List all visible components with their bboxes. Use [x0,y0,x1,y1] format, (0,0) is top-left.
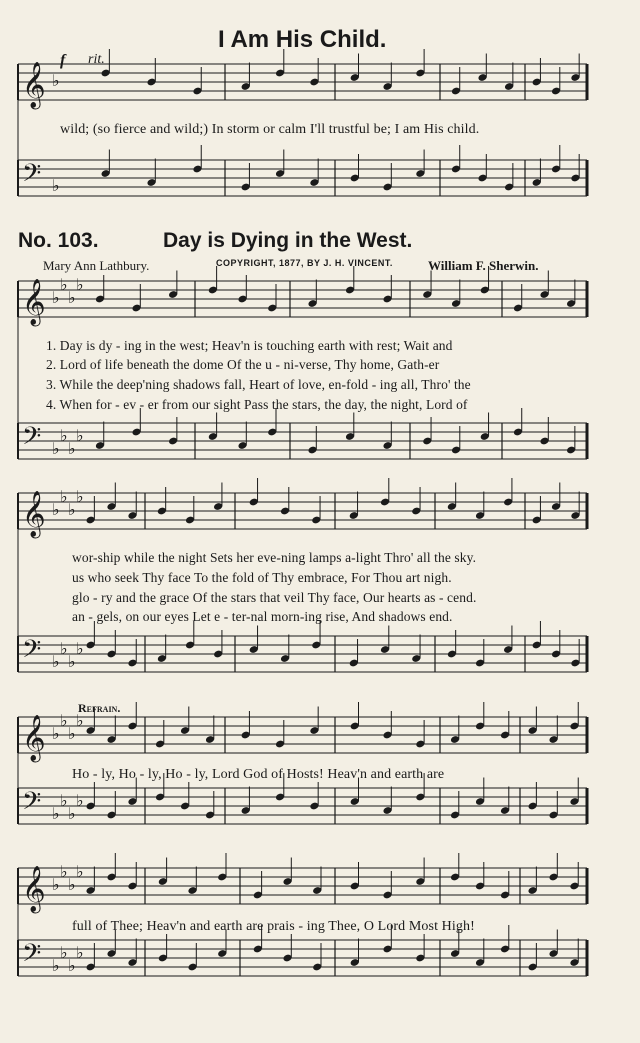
flat-icon: ♭ [68,726,76,743]
flat-icon: ♭ [68,654,76,671]
composer-credit: William F. Sherwin. [428,258,539,273]
hymn-1-lyric: wild; (so fierce and wild;) In storm or calm I'll trustful be; I am His child. [60,122,480,137]
flat-icon: ♭ [52,502,60,519]
flat-icon: ♭ [76,277,84,294]
flat-icon: ♭ [68,958,76,975]
author-credit: Mary Ann Lathbury. [43,258,150,273]
bass-staff [18,145,587,196]
flat-icon: ♭ [76,713,84,730]
flat-icon: ♭ [76,945,84,962]
flat-icon: ♭ [60,641,68,658]
treble-clef-icon: 𝄞 [22,62,46,108]
copyright-notice: COPYRIGHT, 1877, BY J. H. VINCENT. [216,258,393,268]
flat-icon: ♭ [52,806,60,823]
verse-3-line-1: 3. While the deep'ning shadows fall, Heart of love, en-fold - ing all, Thro' the [46,377,471,392]
treble-clef-icon: 𝄞 [22,715,46,761]
flat-icon: ♭ [60,489,68,506]
verse-3-line-2: glo - ry and the grace Of the stars that veil Thy face, Our hearts as - cend. [72,590,477,605]
bass-clef-icon: 𝄢 [22,159,42,194]
verse-2-line-2: us who seek Thy face To the fold of Thy embrace, For Thou art nigh. [72,570,452,585]
flat-icon: ♭ [52,178,60,195]
bass-staff [18,621,587,672]
flat-icon: ♭ [76,489,84,506]
flat-icon: ♭ [68,502,76,519]
refrain-label: Refrain. [78,701,121,715]
flat-icon: ♭ [52,958,60,975]
treble-clef-icon: 𝄞 [22,279,46,325]
treble-staff [18,266,587,327]
treble-clef-icon: 𝄞 [22,491,46,537]
flat-icon: ♭ [60,864,68,881]
flat-icon: ♭ [76,864,84,881]
hymn-number: No. 103. [18,229,99,252]
flat-icon: ♭ [68,441,76,458]
hymn-title: Day is Dying in the West. [163,229,413,252]
flat-icon: ♭ [52,726,60,743]
flat-icon: ♭ [60,793,68,810]
verse-1-line-1: 1. Day is dy - ing in the west; Heav'n is touching earth with rest; Wait and [46,338,453,353]
treble-staff [18,853,587,914]
treble-clef-icon: 𝄞 [22,866,46,912]
bass-clef-icon: 𝄢 [22,939,42,974]
flat-icon: ♭ [60,428,68,445]
refrain-line-1: Ho - ly, Ho - ly, Ho - ly, Lord God of Hosts! Heav'n and earth are [72,767,445,782]
bass-clef-icon: 𝄢 [22,787,42,822]
verse-1-line-2: wor-ship while the night Sets her eve-ning lamps a-light Thro' all the sky. [72,550,477,565]
flat-icon: ♭ [76,428,84,445]
verse-2-line-1: 2. Lord of life beneath the dome Of the u - ni-verse, Thy home, Gath-er [46,357,440,372]
flat-icon: ♭ [60,713,68,730]
verse-4-line-2: an - gels, on our eyes Let e - ter-nal morn-ing rise, And shadows end. [72,609,453,624]
treble-staff [18,478,587,539]
hymn-title: I Am His Child. [218,26,387,53]
flat-icon: ♭ [52,654,60,671]
bass-clef-icon: 𝄢 [22,635,42,670]
flat-icon: ♭ [52,441,60,458]
flat-icon: ♭ [76,641,84,658]
tempo-mark: rit. [88,52,105,67]
flat-icon: ♭ [60,277,68,294]
flat-icon: ♭ [76,793,84,810]
flat-icon: ♭ [68,290,76,307]
flat-icon: ♭ [52,290,60,307]
flat-icon: ♭ [60,945,68,962]
flat-icon: ♭ [68,806,76,823]
refrain-line-2: full of Thee; Heav'n and earth are prais - ing Thee, O Lord Most High! [72,919,475,934]
dynamics-mark: f [60,52,66,69]
bass-clef-icon: 𝄢 [22,422,42,457]
flat-icon: ♭ [52,73,60,90]
flat-icon: ♭ [68,877,76,894]
treble-staff [18,49,587,110]
flat-icon: ♭ [52,877,60,894]
bass-staff [18,408,587,459]
verse-4-line-1: 4. When for - ev - er from our sight Pass the stars, the day, the night, Lord of [46,397,468,412]
